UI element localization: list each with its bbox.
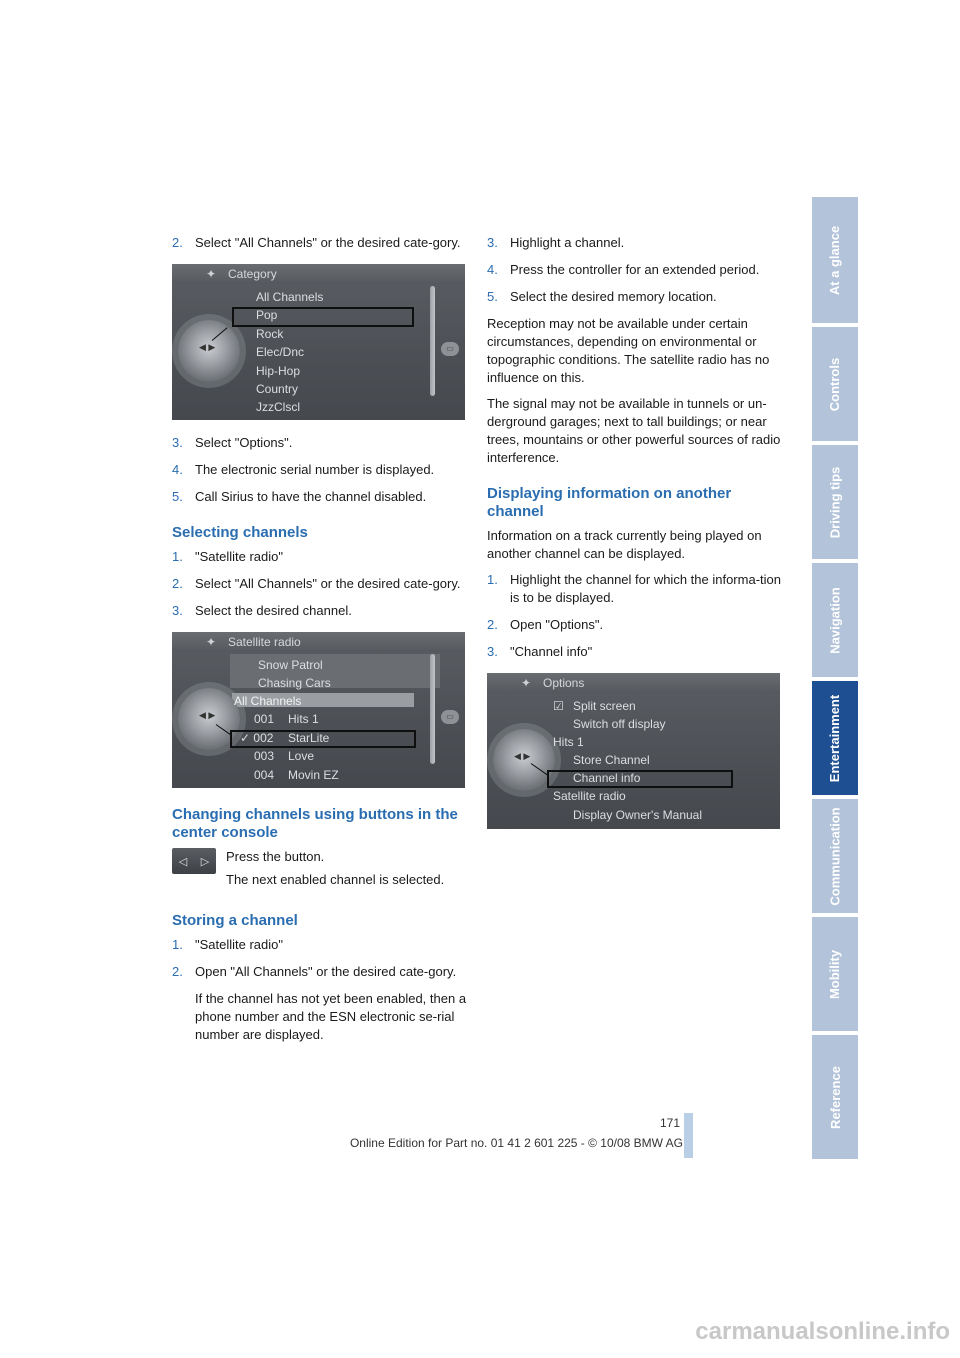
menu-item: Pop <box>256 308 278 322</box>
screen-title: Category <box>172 264 465 284</box>
step-item <box>172 936 467 954</box>
step-item <box>487 288 782 306</box>
step-text: Highlight a channel. <box>510 235 625 250</box>
step-item <box>487 571 782 607</box>
body-paragraph: Information on a track currently being played on another channel can be displayed. <box>487 528 762 561</box>
body-paragraph: Reception may not be available under certain circumstances, depending on environmental or topographic conditions. The satellite radio has no influence on this. <box>487 316 770 385</box>
step-item <box>487 643 782 661</box>
menu-item: Display Owner's Manual <box>573 808 703 822</box>
step-number: 2. <box>487 617 498 632</box>
scrollbar <box>430 654 435 764</box>
step-text: Select "All Channels" or the desired cate-gory. <box>195 576 461 591</box>
tab-communication[interactable] <box>812 799 858 913</box>
menu-item: Country <box>256 382 299 396</box>
tab-label: Mobility <box>827 949 843 999</box>
settings-icon: ✦ <box>206 267 217 281</box>
step-text: Select "All Channels" or the desired cate-gory. <box>195 235 461 250</box>
list-header: All Channels <box>234 694 302 708</box>
step-text: "Channel info" <box>510 644 593 659</box>
page-number: 171 <box>659 1116 680 1130</box>
tab-navigation[interactable] <box>812 563 858 677</box>
step-number: 3. <box>487 644 498 659</box>
channel-number: ✓ 002 <box>240 731 274 745</box>
step-number: 3. <box>487 235 498 250</box>
step-number: 5. <box>487 289 498 304</box>
satellite-radio-screenshot <box>172 632 465 788</box>
channel-name: Movin EZ <box>288 768 339 782</box>
channel-number: 001 <box>254 712 275 726</box>
section-heading: Displaying information on another channel <box>487 485 732 520</box>
step-text: "Satellite radio" <box>195 549 283 564</box>
menu-item: Channel info <box>573 771 641 785</box>
menu-group: Hits 1 <box>553 735 584 749</box>
tab-label: Reference <box>827 1065 843 1129</box>
tab-label: Controls <box>827 357 843 411</box>
channel-number: 004 <box>254 768 275 782</box>
step-number: 1. <box>172 549 183 564</box>
step-item <box>172 434 467 452</box>
tab-label: Entertainment <box>827 694 843 782</box>
channel-name: Love <box>288 749 315 763</box>
step-number: 2. <box>172 576 183 591</box>
step-number: 4. <box>172 462 183 477</box>
screen-title: Satellite radio <box>172 632 465 652</box>
tab-reference[interactable] <box>812 1035 858 1159</box>
scrollbar <box>430 286 435 396</box>
step-text: Open "Options". <box>510 617 604 632</box>
tab-label: Driving tips <box>827 466 843 538</box>
menu-group: Satellite radio <box>553 789 626 803</box>
step-number: 3. <box>172 603 183 618</box>
checkbox-icon: ☑ <box>553 699 564 713</box>
channel-name: StarLite <box>288 731 330 745</box>
settings-icon: ✦ <box>206 635 217 649</box>
step-item <box>172 575 467 593</box>
step-text: The electronic serial number is displayed. <box>195 462 435 477</box>
right-column <box>487 234 782 843</box>
step-text: Press the controller for an extended period. <box>510 262 760 277</box>
instruction-text: The next enabled channel is selected. <box>226 872 445 887</box>
menu-item: Rock <box>256 327 284 341</box>
option-button-icon: ▭ <box>441 342 459 356</box>
step-number: 1. <box>172 937 183 952</box>
step-item <box>172 461 467 479</box>
step-item <box>487 234 782 252</box>
tab-label: Navigation <box>827 586 843 654</box>
tab-mobility[interactable] <box>812 917 858 1031</box>
step-text: Select "Options". <box>195 435 293 450</box>
options-screenshot <box>487 673 780 829</box>
tab-entertainment[interactable] <box>812 681 858 795</box>
step-item <box>172 234 467 252</box>
step-item <box>172 602 467 620</box>
channel-name: Hits 1 <box>288 712 319 726</box>
menu-item: Switch off display <box>573 717 666 731</box>
page-marker <box>684 1113 693 1158</box>
step-item <box>172 548 467 566</box>
step-item <box>487 616 782 634</box>
step-text: Select the desired memory location. <box>510 289 717 304</box>
section-heading: Storing a channel <box>172 912 298 929</box>
song-title: Chasing Cars <box>258 676 331 690</box>
screen-title: Options <box>487 673 780 693</box>
arrows-icon: ◀ ▶ <box>514 751 531 761</box>
menu-item: Store Channel <box>573 753 650 767</box>
tab-label: Communication <box>827 806 843 906</box>
tab-driving-tips[interactable] <box>812 445 858 559</box>
step-item <box>172 963 467 1044</box>
step-number: 3. <box>172 435 183 450</box>
step-text: Open "All Channels" or the desired cate-gory. <box>195 964 457 979</box>
tab-label: At a glance <box>827 225 843 295</box>
menu-item: Elec/Dnc <box>256 345 305 359</box>
instruction-text: Press the button. <box>226 849 325 864</box>
menu-item: JzzClscl <box>256 400 300 414</box>
section-heading: Changing channels using buttons in the center console <box>172 806 458 841</box>
category-screenshot <box>172 264 465 420</box>
step-number: 2. <box>172 235 183 250</box>
step-item <box>172 488 467 506</box>
settings-icon: ✦ <box>521 676 532 690</box>
step-text: Call Sirius to have the channel disabled. <box>195 489 427 504</box>
seek-buttons-icon: ◁ ▷ <box>172 848 216 874</box>
step-text: Highlight the channel for which the informa-tion is to be displayed. <box>510 572 781 605</box>
step-number: 1. <box>487 572 498 587</box>
step-item <box>487 261 782 279</box>
menu-item: All Channels <box>256 290 324 304</box>
artist-name: Snow Patrol <box>258 658 323 672</box>
left-column <box>172 234 467 1053</box>
body-paragraph: The signal may not be available in tunnels or un-derground garages; next to tall buildings; or near trees, mountains or other powerful sources of radio interference. <box>487 396 781 465</box>
step-note: If the channel has not yet been enabled, then a phone number and the ESN electronic se-rial number are displayed. <box>195 991 467 1042</box>
arrows-icon: ◀ ▶ <box>199 710 216 720</box>
button-instruction <box>172 848 467 894</box>
step-number: 2. <box>172 964 183 979</box>
option-button-icon: ▭ <box>441 710 459 724</box>
watermark: carmanualsonline.info <box>695 1318 950 1345</box>
section-heading: Selecting channels <box>172 524 308 541</box>
channel-number: 003 <box>254 749 275 763</box>
arrows-icon: ◀ ▶ <box>199 342 216 352</box>
step-number: 4. <box>487 262 498 277</box>
footer-text: Online Edition for Part no. 01 41 2 601 225 - © 10/08 BMW AG <box>349 1136 683 1150</box>
menu-item: Hip-Hop <box>256 364 301 378</box>
menu-item: Split screen <box>573 699 636 713</box>
step-text: Select the desired channel. <box>195 603 352 618</box>
step-number: 5. <box>172 489 183 504</box>
tab-at-a-glance[interactable] <box>812 197 858 323</box>
step-text: "Satellite radio" <box>195 937 283 952</box>
tab-controls[interactable] <box>812 327 858 441</box>
